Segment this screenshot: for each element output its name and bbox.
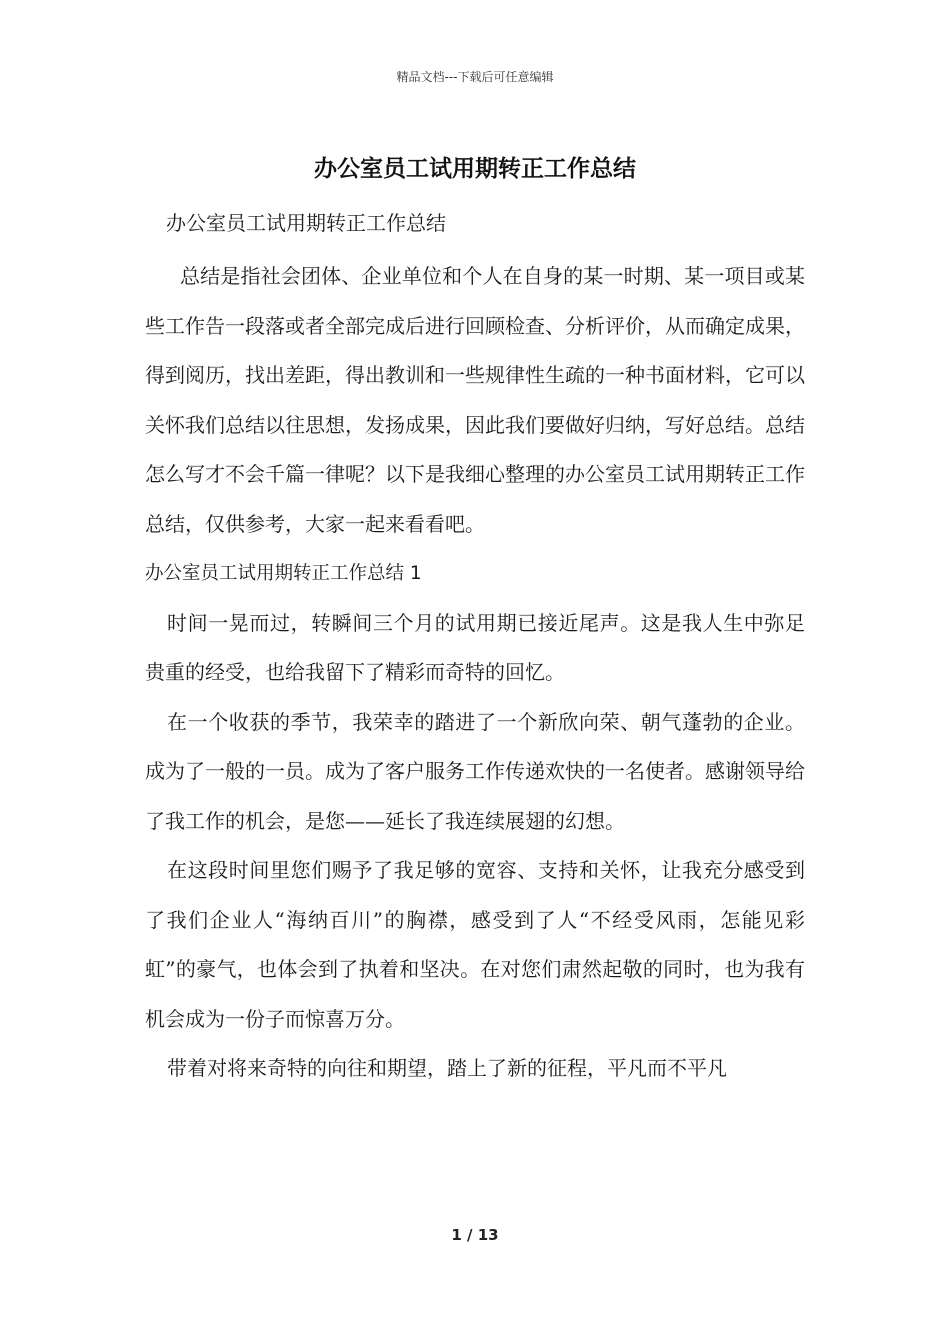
document-body [145, 252, 805, 1094]
document-title: 办公室员工试用期转正工作总结 [314, 155, 636, 182]
body-paragraph-2: 在一个收获的季节，我荣幸的踏进了一个新欣向荣、朝气蓬勃的企业。成为了一般的一员。成为了客户服务工作传递欢快的一名使者。感谢领导给了我工作的机会，是您——延长了我连续展翅的幻想。 [145, 709, 805, 833]
intro-paragraph: 总结是指社会团体、企业单位和个人在自身的某一时期、某一项目或某些工作告一段落或者全部完成后进行回顾检查、分析评价，从而确定成果，得到阅历，找出差距，得出教训和一些规律性生疏的一种书面材料，它可以关怀我们总结以往思想，发扬成果，因此我们要做好归纳，写好总结。总结怎么写才不会千篇一律呢？以下是我细心整理的办公室员工试用期转正工作总结，仅供参考，大家一起来看看吧。 [145, 264, 805, 536]
header-note: 精品文档---下载后可任意编辑 [396, 70, 554, 84]
body-paragraph-4: 带着对将来奇特的向往和期望，踏上了新的征程，平凡而不平凡 [167, 1056, 727, 1080]
page-number: 1 / 13 [451, 1226, 499, 1244]
body-paragraph-1: 时间一晃而过，转瞬间三个月的试用期已接近尾声。这是我人生中弥足贵重的经受，也给我留下了精彩而奇特的回忆。 [145, 610, 805, 684]
body-paragraph-3: 在这段时间里您们赐予了我足够的宽容、支持和关怀，让我充分感受到了我们企业人“海纳百川”的胸襟，感受到了人“不经受风雨，怎能见彩虹”的豪气，也体会到了执着和坚决。在对您们肃然起敬的同时，也为我有机会成为一份子而惊喜万分。 [145, 858, 805, 1031]
section-heading: 办公室员工试用期转正工作总结 1 [145, 563, 422, 584]
document-subtitle: 办公室员工试用期转正工作总结 [166, 211, 446, 235]
